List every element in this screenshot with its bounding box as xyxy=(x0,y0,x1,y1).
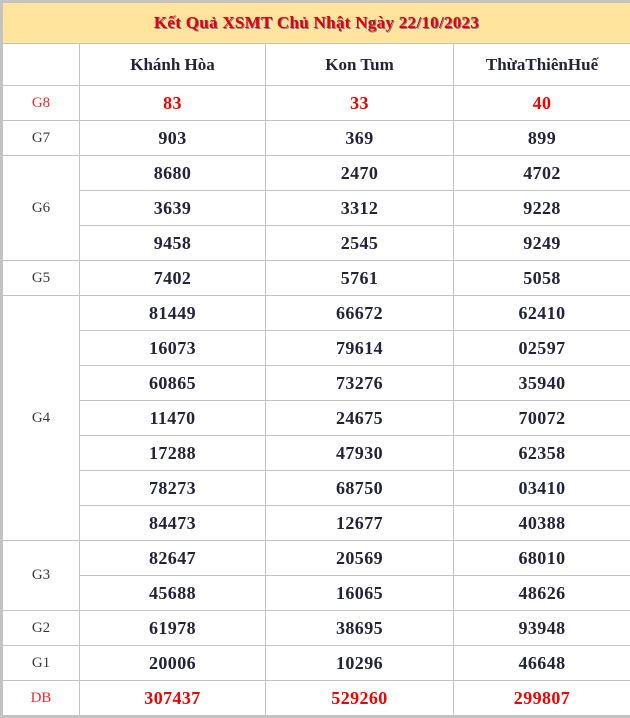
result-cell: 903 xyxy=(80,121,266,156)
prize-row-g1 xyxy=(2,646,630,681)
prize-label-g6: G6 xyxy=(2,156,80,261)
result-cell: 40388 xyxy=(454,506,630,541)
result-cell: 20006 xyxy=(80,646,266,681)
result-cell: 48626 xyxy=(454,576,630,611)
prize-row-g5 xyxy=(2,261,630,296)
result-cell: 4702 xyxy=(454,156,630,191)
result-cell: 82647 xyxy=(80,541,266,576)
prize-row-g6-3 xyxy=(2,226,630,261)
result-cell: 03410 xyxy=(454,471,630,506)
result-cell: 17288 xyxy=(80,436,266,471)
header-row xyxy=(2,44,630,86)
prize-row-g4-1 xyxy=(2,296,630,331)
prize-label-g7: G7 xyxy=(2,121,80,156)
prize-label-g3: G3 xyxy=(2,541,80,611)
prize-label-g2: G2 xyxy=(2,611,80,646)
result-cell: 11470 xyxy=(80,401,266,436)
prize-row-g4-6 xyxy=(2,471,630,506)
column-header-kon-tum: Kon Tum xyxy=(266,44,454,86)
prize-row-g4-4 xyxy=(2,401,630,436)
result-cell: 83 xyxy=(80,86,266,121)
prize-label-db: DB xyxy=(2,681,80,717)
result-cell: 10296 xyxy=(266,646,454,681)
result-cell: 47930 xyxy=(266,436,454,471)
result-cell: 2470 xyxy=(266,156,454,191)
result-cell: 9228 xyxy=(454,191,630,226)
result-cell: 299807 xyxy=(454,681,630,717)
result-cell: 529260 xyxy=(266,681,454,717)
prize-row-g2 xyxy=(2,611,630,646)
result-cell: 40 xyxy=(454,86,630,121)
prize-label-g5: G5 xyxy=(2,261,80,296)
prize-label-g1: G1 xyxy=(2,646,80,681)
result-cell: 5761 xyxy=(266,261,454,296)
result-cell: 9249 xyxy=(454,226,630,261)
prize-row-g4-5 xyxy=(2,436,630,471)
result-cell: 78273 xyxy=(80,471,266,506)
result-cell: 81449 xyxy=(80,296,266,331)
prize-label-g8: G8 xyxy=(2,86,80,121)
result-cell: 20569 xyxy=(266,541,454,576)
result-cell: 02597 xyxy=(454,331,630,366)
column-header-khanh-hoa: Khánh Hòa xyxy=(80,44,266,86)
title-row xyxy=(2,2,630,44)
result-cell: 60865 xyxy=(80,366,266,401)
result-cell: 12677 xyxy=(266,506,454,541)
result-cell: 62358 xyxy=(454,436,630,471)
result-cell: 3312 xyxy=(266,191,454,226)
prize-row-g6-2 xyxy=(2,191,630,226)
prize-row-g3-1 xyxy=(2,541,630,576)
result-cell: 3639 xyxy=(80,191,266,226)
result-cell: 84473 xyxy=(80,506,266,541)
result-cell: 33 xyxy=(266,86,454,121)
result-cell: 38695 xyxy=(266,611,454,646)
column-header-thua-thien-hue: ThừaThiênHuế xyxy=(454,44,630,86)
result-cell: 73276 xyxy=(266,366,454,401)
result-cell: 8680 xyxy=(80,156,266,191)
prize-row-g4-3 xyxy=(2,366,630,401)
prize-row-g7 xyxy=(2,121,630,156)
result-cell: 68010 xyxy=(454,541,630,576)
result-cell: 93948 xyxy=(454,611,630,646)
result-cell: 70072 xyxy=(454,401,630,436)
prize-label-g4: G4 xyxy=(2,296,80,541)
result-cell: 62410 xyxy=(454,296,630,331)
prize-row-g6-1 xyxy=(2,156,630,191)
page-title: Kết Quả XSMT Chủ Nhật Ngày 22/10/2023 xyxy=(2,2,630,44)
prize-row-g4-7 xyxy=(2,506,630,541)
result-cell: 7402 xyxy=(80,261,266,296)
prize-row-g8 xyxy=(2,86,630,121)
corner-cell xyxy=(2,44,80,86)
result-cell: 45688 xyxy=(80,576,266,611)
result-cell: 68750 xyxy=(266,471,454,506)
result-cell: 16065 xyxy=(266,576,454,611)
prize-row-g4-2 xyxy=(2,331,630,366)
result-cell: 2545 xyxy=(266,226,454,261)
result-cell: 369 xyxy=(266,121,454,156)
result-cell: 16073 xyxy=(80,331,266,366)
result-cell: 5058 xyxy=(454,261,630,296)
result-cell: 66672 xyxy=(266,296,454,331)
result-cell: 79614 xyxy=(266,331,454,366)
prize-row-g3-2 xyxy=(2,576,630,611)
prize-row-db xyxy=(2,681,630,717)
result-cell: 24675 xyxy=(266,401,454,436)
result-cell: 9458 xyxy=(80,226,266,261)
result-cell: 35940 xyxy=(454,366,630,401)
result-cell: 46648 xyxy=(454,646,630,681)
result-cell: 61978 xyxy=(80,611,266,646)
result-cell: 307437 xyxy=(80,681,266,717)
result-cell: 899 xyxy=(454,121,630,156)
